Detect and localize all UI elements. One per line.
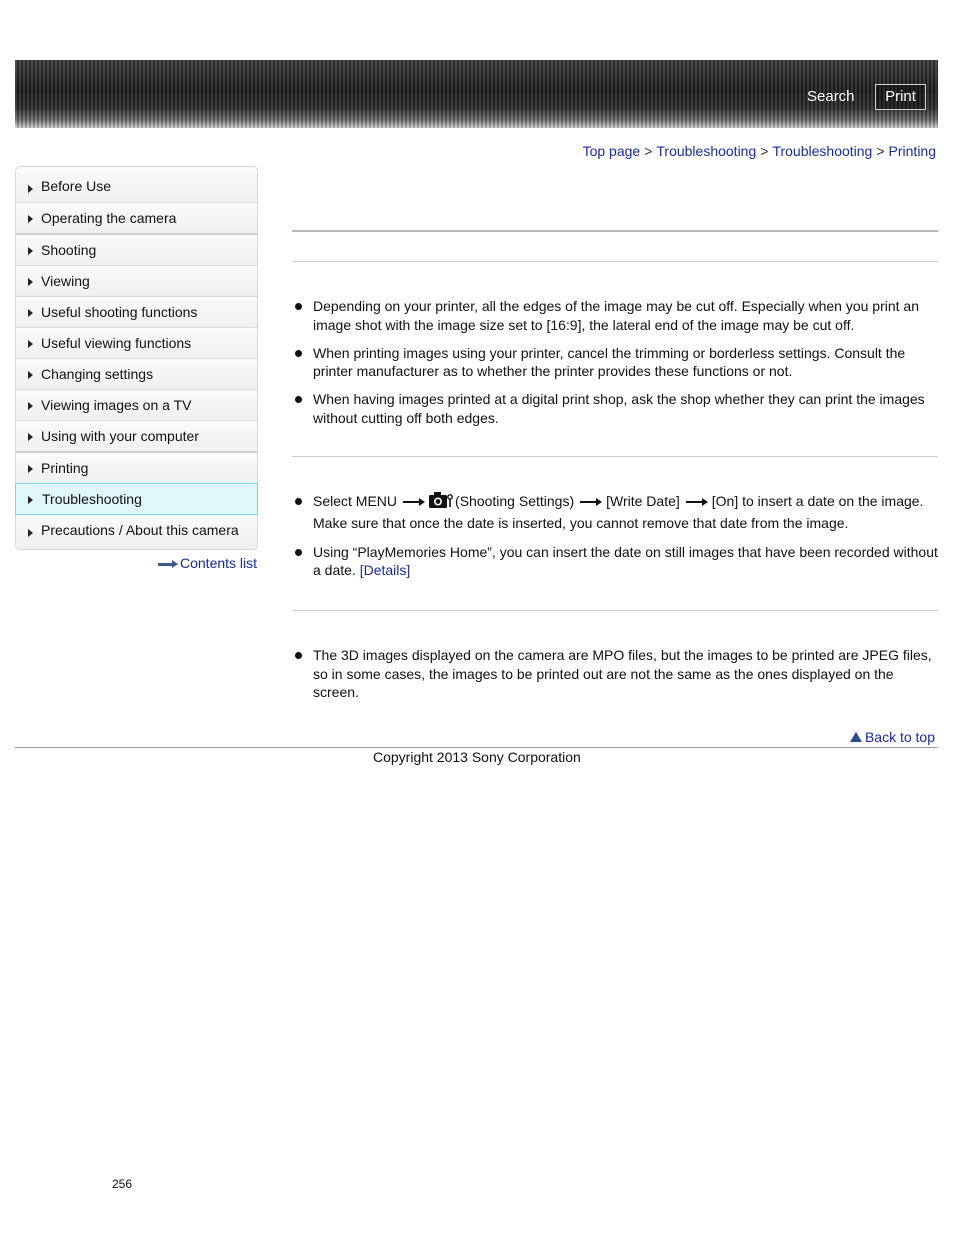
list-item: Depending on your printer, all the edges of the image may be cut off. Especially when you print an image shot with the image size set to [16:9], the lateral end of the image may be cut off. — [292, 297, 938, 334]
header-bar — [15, 60, 938, 128]
section-divider — [292, 610, 938, 611]
sidebar-item-printing[interactable] — [16, 453, 257, 484]
breadcrumb-separator: > — [760, 143, 769, 159]
section-2-list — [292, 490, 938, 589]
sidebar-item-changing-settings[interactable] — [16, 359, 257, 390]
sidebar-item-label: Useful viewing functions — [41, 335, 192, 351]
sidebar-item-operating-the-camera[interactable] — [16, 203, 257, 235]
caret-right-icon — [28, 278, 33, 286]
breadcrumb-separator: > — [644, 143, 653, 159]
sidebar-item-label: Precautions / About this camera — [41, 522, 239, 538]
sidebar-item-label: Changing settings — [41, 366, 154, 382]
list-item — [292, 543, 938, 580]
arrow-right-icon — [158, 561, 178, 567]
breadcrumb-separator: > — [876, 143, 885, 159]
caret-right-icon — [28, 340, 33, 348]
sidebar-item-label: Troubleshooting — [42, 491, 142, 507]
section-divider — [292, 230, 938, 232]
section-1-list — [292, 297, 938, 437]
caret-right-icon — [28, 496, 33, 504]
sidebar-item-viewing-images-on-tv[interactable] — [16, 390, 257, 421]
print-button[interactable]: Print — [875, 84, 926, 110]
arrow-right-icon — [580, 501, 600, 503]
sidebar-item-label: Operating the camera — [41, 210, 177, 226]
breadcrumb-printing[interactable]: Printing — [888, 143, 936, 159]
arrow-right-icon — [686, 501, 706, 503]
caret-right-icon — [28, 215, 33, 223]
sidebar-item-label: Before Use — [41, 178, 112, 194]
sidebar-item-using-with-computer[interactable] — [16, 421, 257, 453]
sidebar-nav — [15, 166, 258, 550]
camera-settings-icon — [429, 492, 453, 508]
caret-right-icon — [28, 433, 33, 441]
contents-list-link[interactable] — [158, 555, 257, 571]
caret-right-icon — [28, 402, 33, 410]
step-text-on: [On] to insert a date on the image. — [711, 493, 924, 509]
details-link[interactable]: [Details] — [359, 562, 411, 578]
step-text-write-date: [Write Date] — [606, 493, 680, 509]
arrow-right-icon — [403, 501, 423, 503]
contents-list-label: Contents list — [180, 555, 258, 571]
caret-right-icon — [28, 247, 33, 255]
sidebar-item-viewing[interactable] — [16, 266, 257, 297]
list-item — [292, 490, 938, 534]
copyright-text: Copyright 2013 Sony Corporation — [373, 749, 581, 765]
sidebar-item-troubleshooting[interactable] — [15, 483, 258, 515]
sidebar-item-useful-shooting-functions[interactable] — [16, 297, 257, 328]
caret-right-icon — [28, 185, 33, 193]
section-divider — [292, 456, 938, 457]
footer-divider — [15, 747, 938, 748]
sidebar-item-label: Useful shooting functions — [41, 304, 198, 320]
sidebar-item-shooting[interactable] — [16, 235, 257, 266]
sidebar-item-useful-viewing-functions[interactable] — [16, 328, 257, 359]
sidebar-item-label: Viewing — [41, 273, 90, 289]
section-divider — [292, 261, 938, 262]
sidebar-item-precautions[interactable] — [16, 515, 257, 549]
sidebar-item-label: Using with your computer — [41, 428, 199, 444]
breadcrumb — [583, 143, 936, 159]
back-to-top-label: Back to top — [864, 729, 935, 745]
back-to-top-link[interactable] — [850, 729, 935, 745]
page-number: 256 — [112, 1177, 133, 1191]
sidebar-item-before-use[interactable] — [16, 167, 257, 203]
caret-right-icon — [28, 371, 33, 379]
list-item: When having images printed at a digital print shop, ask the shop whether they can print the images without cutting off both edges. — [292, 390, 938, 427]
sidebar-item-label: Shooting — [41, 242, 97, 258]
sidebar-item-label: Printing — [41, 460, 89, 476]
step-text-shooting-settings: (Shooting Settings) — [455, 493, 575, 509]
breadcrumb-top-page[interactable]: Top page — [582, 143, 641, 159]
list-item: The 3D images displayed on the camera are MPO files, but the images to be printed are JPEG files, so in some cases, the images to be printed out are not the same as the ones displayed on the screen. — [292, 646, 938, 702]
caret-right-icon — [28, 465, 33, 473]
search-link[interactable]: Search — [807, 88, 855, 105]
breadcrumb-troubleshooting-2[interactable]: Troubleshooting — [772, 143, 873, 159]
triangle-up-icon — [850, 732, 862, 742]
section-3-list — [292, 646, 938, 711]
playmemories-text: Using “PlayMemories Home”, you can insert the date on still images that have been recorded without a date. — [313, 543, 938, 578]
list-item: When printing images using your printer, cancel the trimming or borderless settings. Consult the printer manufacturer as to whether the printer provides these functions or not. — [292, 344, 938, 381]
step-text-menu: Select MENU — [313, 493, 398, 509]
breadcrumb-troubleshooting-1[interactable]: Troubleshooting — [656, 143, 757, 159]
sidebar-item-label: Viewing images on a TV — [41, 397, 192, 413]
caret-right-icon — [28, 309, 33, 317]
step-note: Make sure that once the date is inserted, you cannot remove that date from the image. — [313, 515, 849, 531]
caret-right-icon — [28, 529, 33, 537]
